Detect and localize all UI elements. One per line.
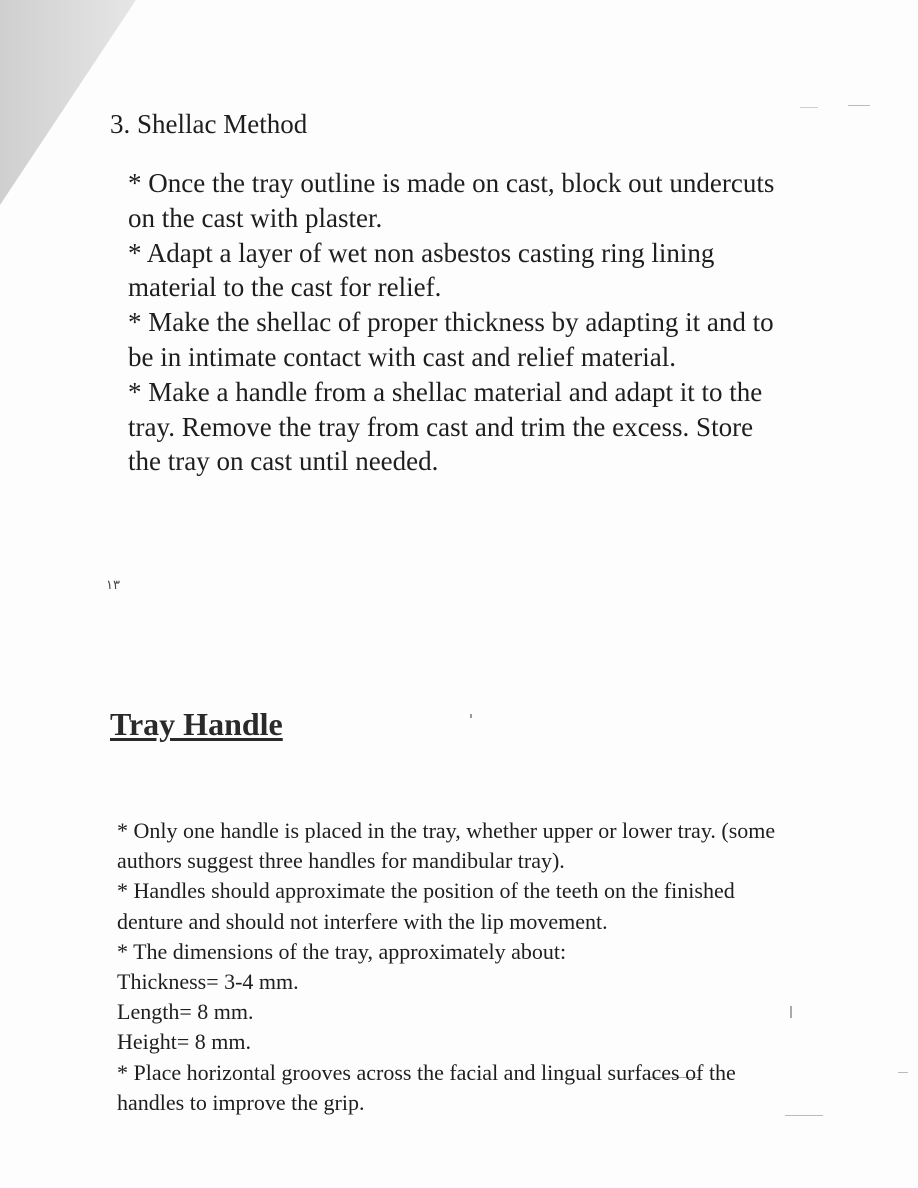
tray-handle-title: Tray Handle xyxy=(110,706,283,742)
shellac-method-steps xyxy=(128,166,788,479)
scan-shadow-corner xyxy=(0,0,140,210)
shellac-method-heading: 3. Shellac Method xyxy=(110,109,308,139)
tray-handle-line: * Handles should approximate the position of the teeth on the finished denture and should not interfere with the lip movement. xyxy=(117,878,735,934)
tray-handle-line: * Only one handle is placed in the tray, whether upper or lower tray. (some authors suggest three handles for mandibular tray). xyxy=(117,818,776,874)
scan-speck xyxy=(898,1072,908,1073)
shellac-step: * Adapt a layer of wet non asbestos casting ring lining material to the cast for relief. xyxy=(128,237,715,303)
scan-speck xyxy=(848,105,870,106)
tray-handle-line: Height= 8 mm. xyxy=(117,1029,252,1055)
page-number: ١٣ xyxy=(106,578,120,593)
scan-speck xyxy=(470,714,472,718)
shellac-step: * Make a handle from a shellac material and adapt it to the tray. Remove the tray from cast and trim the excess. Store the tray on cast until needed. xyxy=(128,376,763,477)
tray-handle-line: * The dimensions of the tray, approximately about: xyxy=(117,938,567,964)
tray-handle-notes xyxy=(117,816,797,1118)
tray-handle-line: * Place horizontal grooves across the facial and lingual surfaces of the handles to improve the grip. xyxy=(117,1059,736,1115)
tray-handle-line: Thickness= 3-4 mm. xyxy=(117,969,299,995)
shellac-step: * Once the tray outline is made on cast, block out undercuts on the cast with plaster. xyxy=(128,168,775,233)
shellac-step: * Make the shellac of proper thickness by adapting it and to be in intimate contact with cast and relief material. xyxy=(128,307,774,372)
scan-speck xyxy=(800,107,818,108)
tray-handle-line: Length= 8 mm. xyxy=(117,999,254,1025)
